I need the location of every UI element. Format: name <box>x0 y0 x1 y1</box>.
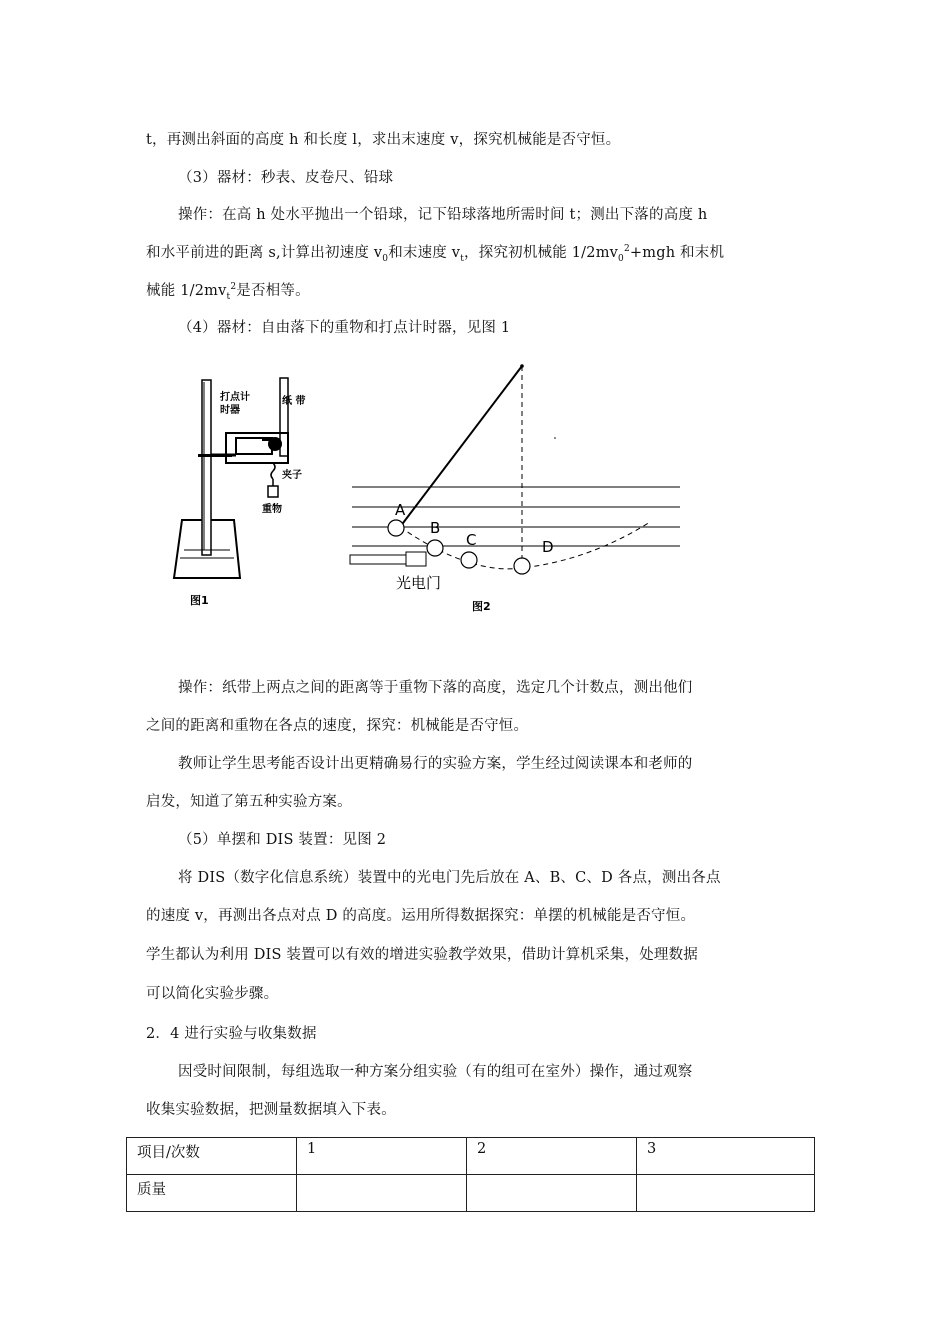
table-header-cell: 1 <box>297 1138 467 1175</box>
text-line: 操作：纸带上两点之间的距离等于重物下落的高度，选定几个计数点，测出他们 <box>178 680 693 696</box>
clip <box>271 463 275 479</box>
text-line: 学生都认为利用 DIS 装置可以有效的增进实验教学效果，借助计算机采集，处理数据 <box>146 947 699 963</box>
text-line: 启发，知道了第五种实验方案。 <box>146 794 352 810</box>
bob-b <box>427 540 443 556</box>
text-line: 之间的距离和重物在各点的速度，探究：机械能是否守恒。 <box>146 718 529 734</box>
point-label-d: D <box>542 538 554 556</box>
label-clip: 夹子 <box>282 470 302 481</box>
text-line: 因受时间限制，每组选取一种方案分组实验（有的组可在室外）操作，通过观察 <box>178 1064 693 1080</box>
text-line: 教师让学生思考能否设计出更精确易行的实验方案，学生经过阅读课本和老师的 <box>178 756 693 772</box>
photogate-head <box>406 552 426 566</box>
subscript: t <box>460 253 465 264</box>
subscript: t <box>226 291 231 302</box>
mark <box>554 437 556 439</box>
label-tape: 纸 带 <box>282 396 306 407</box>
text-span: +mgh 和末机 <box>629 245 725 261</box>
text-span: ，探究初机械能 1/2mv <box>464 245 619 261</box>
subscript: 0 <box>618 253 624 264</box>
bob-a <box>388 520 404 536</box>
caption-figure-1: 图1 <box>190 594 209 607</box>
superscript: 2 <box>623 244 630 255</box>
point-label-b: B <box>430 519 441 537</box>
superscript: 2 <box>230 282 237 293</box>
bob-c <box>461 552 477 568</box>
table-cell: 质量 <box>127 1175 297 1212</box>
label-photogate: 光电门 <box>396 574 442 592</box>
text-line: （5）单摆和 DIS 装置：见图 2 <box>178 832 387 848</box>
table-cell[interactable] <box>467 1175 637 1212</box>
pivot <box>520 364 524 368</box>
text-line: 可以简化实验步骤。 <box>146 986 279 1002</box>
table-cell[interactable] <box>297 1175 467 1212</box>
point-label-c: C <box>466 531 477 549</box>
point-label-a: A <box>395 501 406 519</box>
caption-figure-2: 图2 <box>472 600 491 613</box>
figures <box>170 360 700 620</box>
table-header-row <box>127 1138 815 1175</box>
text-span: 是否相等。 <box>236 283 310 299</box>
text-line: 将 DIS（数字化信息系统）装置中的光电门先后放在 A、B、C、D 各点，测出各点 <box>178 870 721 886</box>
figure-2 <box>350 364 680 613</box>
table-cell[interactable] <box>637 1175 815 1212</box>
label-timer: 时器 <box>220 405 240 416</box>
pendulum-string <box>400 366 522 527</box>
text-span: 和末速度 v <box>388 245 461 261</box>
label-timer: 打点计 <box>220 392 250 403</box>
bob-d <box>514 558 530 574</box>
table-header-cell: 3 <box>637 1138 815 1175</box>
figure-1 <box>174 378 305 607</box>
table-header-cell: 2 <box>467 1138 637 1175</box>
text-line: 操作：在高 h 处水平抛出一个铅球，记下铅球落地所需时间 t；测出下落的高度 h <box>178 207 708 223</box>
table-header-cell: 项目/次数 <box>127 1138 297 1175</box>
text-line <box>146 281 310 301</box>
text-line: （4）器材：自由落下的重物和打点计时器，见图 1 <box>178 320 511 336</box>
stand-rod <box>202 380 211 555</box>
photogate <box>350 555 408 564</box>
label-weight: 重物 <box>262 504 282 515</box>
text-line: t，再测出斜面的高度 h 和长度 l，求出末速度 v，探究机械能是否守恒。 <box>146 132 621 148</box>
weight <box>268 486 278 497</box>
text-span: 械能 1/2mv <box>146 283 227 299</box>
text-line <box>146 243 724 263</box>
text-line: （3）器材：秒表、皮卷尺、铅球 <box>178 170 394 186</box>
data-table <box>126 1137 815 1212</box>
table-row <box>127 1175 815 1212</box>
text-line: 收集实验数据，把测量数据填入下表。 <box>146 1102 396 1118</box>
subscript: 0 <box>382 253 389 264</box>
text-span: 和水平前进的距离 s,计算出初速度 v <box>146 245 383 261</box>
section-heading: 2．4 进行实验与收集数据 <box>146 1026 317 1042</box>
text-line: 的速度 v，再测出各点对点 D 的高度。运用所得数据探究：单摆的机械能是否守恒。 <box>146 908 696 924</box>
